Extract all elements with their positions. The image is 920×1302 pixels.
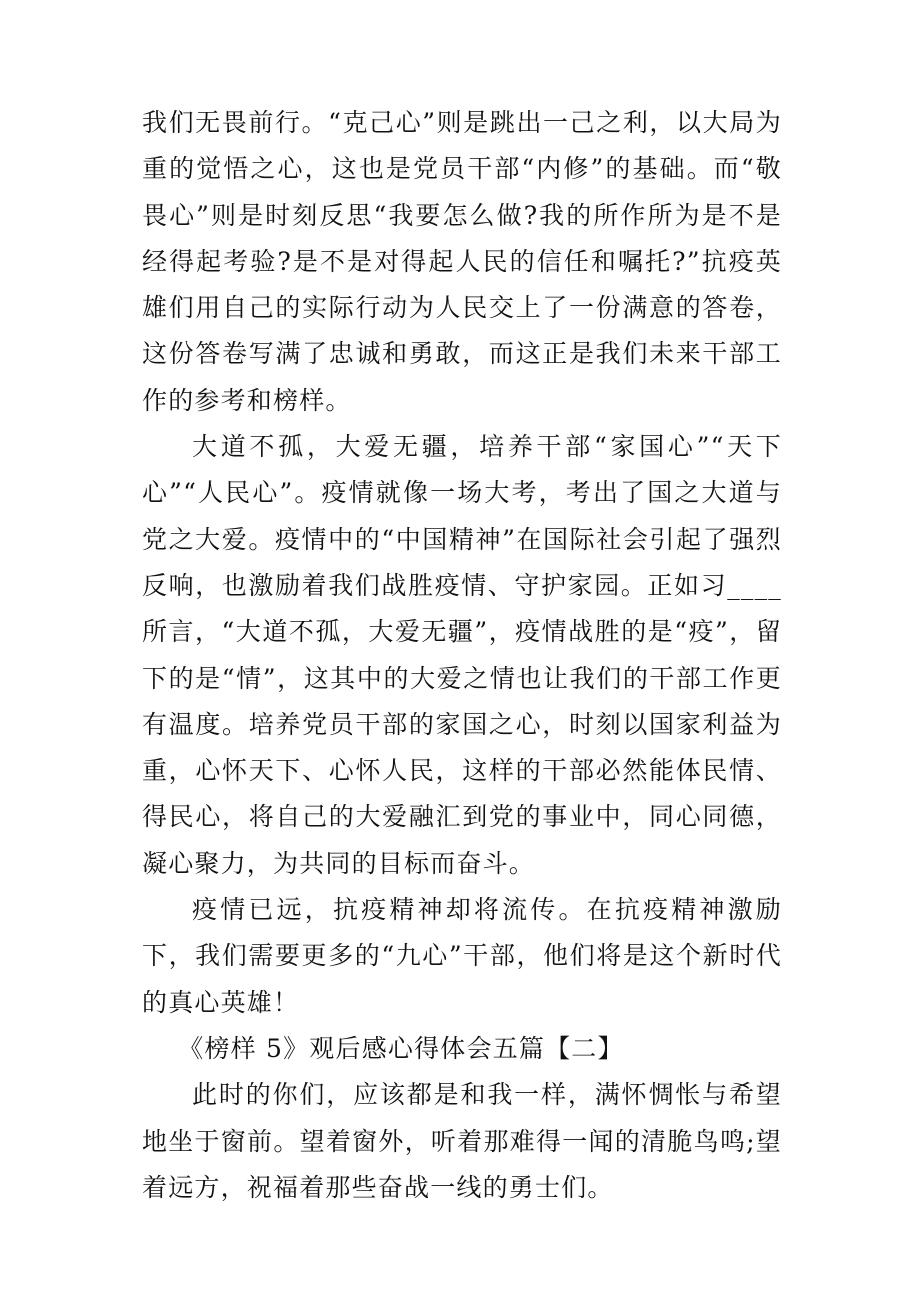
document-body [142, 100, 782, 1211]
paragraph-continuation: 我们无畏前行。“克己心”则是跳出一己之利，以大局为重的觉悟之心，这也是党员干部“内修”的基础。而“敬畏心”则是时刻反思“我要怎么做?我的所作所为是不是经得起考验?是不是对得起人民的信任和嘱托?”抗疫英雄们用自己的实际行动为人民交上了一份满意的答卷，这份答卷写满了忠诚和勇敢，而这正是我们未来干部工作的参考和榜样。 [142, 108, 782, 415]
section-heading: 《榜样 5》观后感心得体会五篇【二】 [178, 1033, 624, 1063]
paragraph-conclusion: 疫情已远，抗疫精神却将流传。在抗疫精神激励下，我们需要更多的“九心”干部，他们将是这个新时代的真心英雄！ [142, 895, 782, 1017]
paragraph-window: 此时的你们，应该都是和我一样，满怀惆怅与希望地坐于窗前。望着窗外，听着那难得一闻的清脆鸟鸣;望着远方，祝福着那些奋战一线的勇士们。 [142, 1080, 782, 1202]
paragraph-great-love: 大道不孤，大爱无疆，培养干部“家国心”“天下心”“人民心”。疫情就像一场大考，考出了国之大道与党之大爱。疫情中的“中国精神”在国际社会引起了强烈反响，也激励着我们战胜疫情、守护家园。正如习____所言，“大道不孤，大爱无疆”，疫情战胜的是“疫”，留下的是“情”，这其中的大爱之情也让我们的干部工作更有温度。培养党员干部的家国之心，时刻以国家利益为重，心怀天下、心怀人民，这样的干部必然能体民情、得民心，将自己的大爱融汇到党的事业中，同心同德，凝心聚力，为共同的目标而奋斗。 [142, 432, 782, 878]
